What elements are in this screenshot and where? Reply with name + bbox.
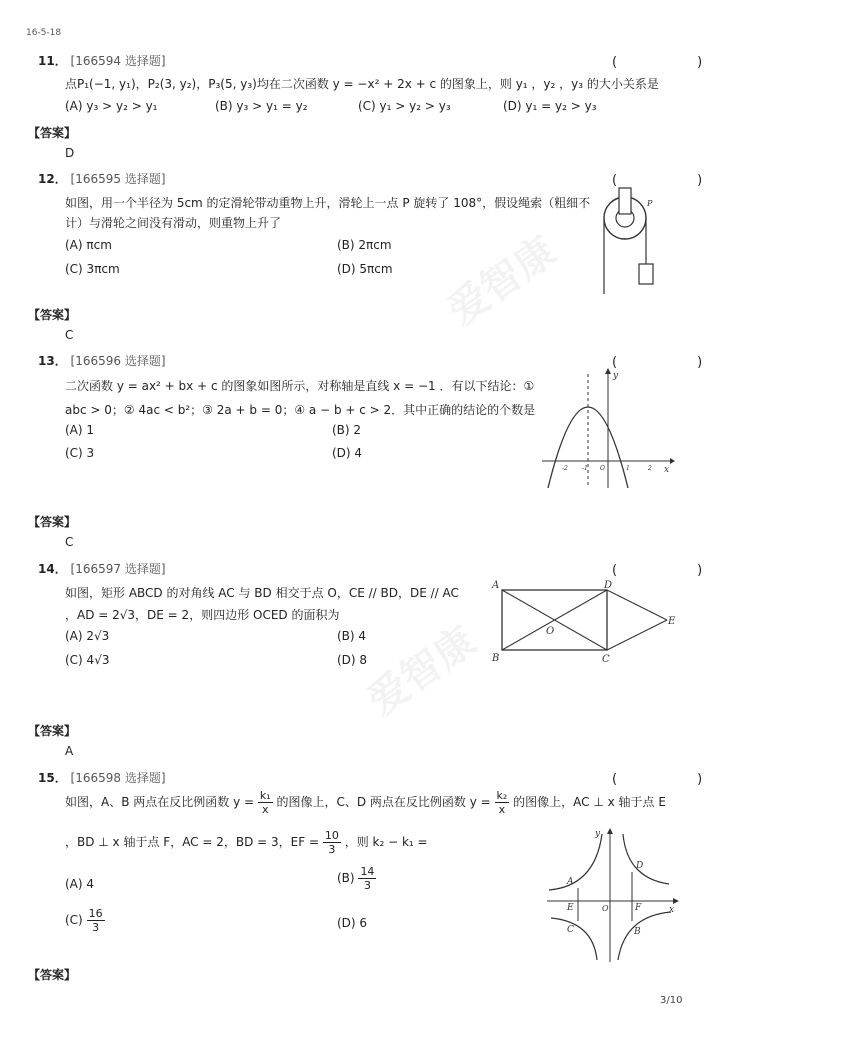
stem-text: 的图像上，AC ⊥ x 轴于点 E — [513, 795, 666, 809]
curve-k1-q4 — [618, 912, 671, 960]
fraction-denominator: 3 — [363, 879, 371, 892]
hyperbola-figure — [545, 826, 680, 966]
fraction-denominator: 3 — [328, 843, 336, 856]
question-12-stem-line2: 计）与滑轮之间没有滑动，则重物上升了 — [65, 216, 282, 230]
question-15-option-b — [337, 866, 376, 891]
question-15-option-a: (A) 4 — [65, 877, 95, 891]
answer-label: 【答案】 — [28, 126, 77, 140]
point-a-label: A — [567, 877, 574, 887]
fraction-16-over-3 — [87, 908, 105, 933]
question-15-option-d: (D) 6 — [337, 916, 368, 930]
question-number: 13． — [38, 354, 67, 368]
question-13-answer: C — [65, 535, 74, 549]
answer-blank: ( ) — [612, 173, 721, 188]
question-number: 14． — [38, 562, 67, 576]
question-15-stem-line2 — [65, 830, 428, 855]
question-code: [166594 选择题] — [70, 54, 166, 68]
y-axis-arrow — [607, 828, 613, 834]
question-15-header — [38, 769, 166, 786]
watermark: 爱智康 — [359, 618, 485, 725]
vertex-e-label: E — [668, 616, 676, 627]
x-axis-arrow — [673, 898, 679, 904]
question-11-option-c: (C) y₁ > y₂ > y₃ — [358, 99, 451, 113]
answer-blank: ( ) — [612, 355, 721, 370]
question-11-stem: 点P₁(−1, y₁)，P₂(3, y₂)，P₃(5, y₃)均在二次函数 y = −x² + 2x + c 的图象上，则 y₁ ，y₂ ，y₃ 的大小关系是 — [65, 77, 659, 91]
fraction-numerator: 14 — [360, 865, 375, 878]
question-14-option-a: (A) 2√3 — [65, 629, 110, 643]
point-o-label: O — [546, 626, 555, 637]
question-14-header — [38, 560, 166, 577]
question-13-option-a: (A) 1 — [65, 423, 95, 437]
page-header-date: 16-5-18 — [26, 28, 62, 38]
question-code: [166595 选择题] — [70, 172, 166, 186]
parabola-figure — [540, 366, 675, 491]
fraction-numerator: k₁ — [259, 789, 271, 802]
watermark: 爱智康 — [439, 228, 565, 335]
question-11-option-b: (B) y₃ > y₁ = y₂ — [215, 99, 308, 113]
question-14-option-d: (D) 8 — [337, 653, 368, 667]
question-13-stem-line1: 二次函数 y = ax² + bx + c 的图象如图所示，对称轴是直线 x = −1 ．有以下结论：① — [65, 379, 535, 393]
question-code: [166597 选择题] — [70, 562, 166, 576]
stem-text: 的图像上，C、D 两点在反比例函数 y = — [276, 795, 491, 809]
y-axis-label: y — [613, 371, 619, 381]
origin-label: O — [600, 465, 605, 472]
tick-label: 1 — [626, 465, 630, 472]
question-13-stem-line2: abc > 0；② 4ac < b²；③ 2a + b = 0；④ a − b + c > 2．其中正确的结论的个数是 — [65, 403, 536, 417]
stem-text: ，BD ⊥ x 轴于点 F，AC = 2，BD = 3，EF = — [65, 835, 320, 849]
answer-blank: ( ) — [612, 55, 721, 70]
stem-text: ，则 k₂ − k₁ = — [344, 835, 428, 849]
question-number: 15． — [38, 771, 67, 785]
question-11-header — [38, 52, 166, 69]
weight — [639, 264, 653, 284]
y-axis-arrow — [605, 368, 611, 374]
question-12-option-c: (C) 3πcm — [65, 262, 120, 276]
question-13-option-d: (D) 4 — [332, 446, 363, 460]
option-letter: (C) — [65, 913, 83, 927]
question-number: 12． — [38, 172, 67, 186]
rectangle-figure — [490, 578, 680, 663]
question-14-option-b: (B) 4 — [337, 629, 367, 643]
x-axis-label: x — [669, 905, 675, 915]
question-14-stem-line1: 如图，矩形 ABCD 的对角线 AC 与 BD 相交于点 O，CE // BD，DE // AC — [65, 586, 459, 600]
question-13-option-c: (C) 3 — [65, 446, 95, 460]
question-code: [166598 选择题] — [70, 771, 166, 785]
answer-blank: ( ) — [612, 772, 721, 787]
segment-ce — [607, 620, 667, 650]
question-11-option-d: (D) y₁ = y₂ > y₃ — [503, 99, 597, 113]
question-14-answer: A — [65, 744, 74, 758]
point-d-label: D — [636, 861, 644, 871]
pulley-figure — [597, 186, 677, 296]
point-f-label: F — [635, 903, 642, 913]
vertex-a-label: A — [492, 580, 500, 591]
answer-label: 【答案】 — [28, 308, 77, 322]
vertex-d-label: D — [604, 580, 613, 591]
point-b-label: B — [634, 927, 641, 937]
question-12-option-d: (D) 5πcm — [337, 262, 393, 276]
x-axis-arrow — [670, 458, 675, 464]
fraction-numerator: 10 — [324, 829, 339, 842]
tick-label: -2 — [562, 465, 568, 472]
curve-k2-q3 — [551, 918, 597, 960]
origin-label: O — [602, 904, 609, 913]
page-number: 3/10 — [660, 995, 683, 1006]
question-12-option-a: (A) πcm — [65, 238, 112, 252]
fraction-k2-over-x — [495, 790, 510, 815]
stem-text: 如图，A、B 两点在反比例函数 y = — [65, 795, 255, 809]
curve-k2-q1 — [623, 834, 669, 884]
answer-label: 【答案】 — [28, 968, 77, 982]
vertex-c-label: C — [602, 654, 610, 663]
question-12-header — [38, 170, 166, 187]
question-15-stem-line1 — [65, 790, 666, 815]
question-12-answer: C — [65, 328, 74, 342]
fraction-denominator: x — [262, 803, 269, 816]
question-12-option-b: (B) 2πcm — [337, 238, 392, 252]
fraction-k1-over-x — [258, 790, 273, 815]
answer-blank: ( ) — [612, 563, 721, 578]
segment-de — [607, 590, 667, 620]
question-number: 11． — [38, 54, 67, 68]
pulley-bracket — [619, 188, 631, 214]
question-14-stem-line2: ，AD = 2√3，DE = 2，则四边形 OCED 的面积为 — [65, 608, 340, 622]
fraction-numerator: 16 — [88, 907, 103, 920]
point-p-label: P — [647, 199, 653, 208]
answer-label: 【答案】 — [28, 515, 77, 529]
question-11-option-a: (A) y₃ > y₂ > y₁ — [65, 99, 158, 113]
x-axis-label: x — [664, 465, 670, 475]
option-letter: (B) — [337, 871, 355, 885]
fraction-denominator: x — [498, 803, 506, 816]
curve-k1-q2 — [549, 834, 602, 890]
fraction-numerator: k₂ — [496, 789, 508, 802]
question-12-stem-line1: 如图，用一个半径为 5cm 的定滑轮带动重物上升，滑轮上一点 P 旋转了 108°，假设绳索（粗细不 — [65, 196, 591, 210]
answer-label: 【答案】 — [28, 724, 77, 738]
tick-label: -1 — [582, 465, 588, 472]
question-14-option-c: (C) 4√3 — [65, 653, 110, 667]
question-code: [166596 选择题] — [70, 354, 166, 368]
point-c-label: C — [567, 925, 574, 935]
fraction-denominator: 3 — [92, 921, 100, 934]
question-11-answer: D — [65, 146, 75, 160]
question-15-option-c — [65, 908, 105, 933]
vertex-b-label: B — [492, 653, 500, 663]
fraction-14-over-3 — [358, 866, 376, 891]
question-13-header — [38, 352, 166, 369]
tick-label: 2 — [648, 465, 652, 472]
y-axis-label: y — [595, 829, 601, 839]
point-e-label: E — [567, 903, 574, 913]
fraction-10-over-3 — [323, 830, 341, 855]
question-13-option-b: (B) 2 — [332, 423, 362, 437]
